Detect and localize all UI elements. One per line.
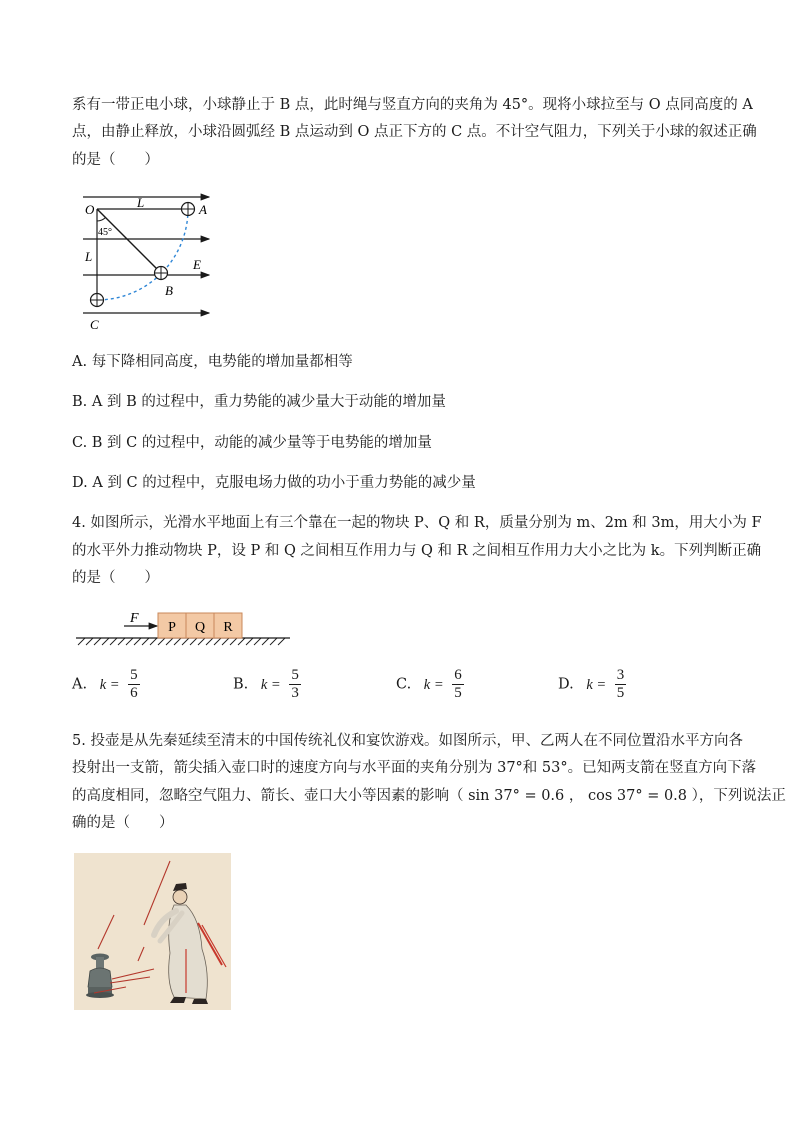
q5-stem-line-1: 5. 投壶是从先秦延续至清末的中国传统礼仪和宴饮游戏。如图所示，甲、乙两人在不同位置沿水平方向各: [72, 733, 743, 749]
block-Q-label: Q: [194, 620, 206, 635]
q3-option-a: A. 每下降相同高度，电势能的增加量都相等: [72, 354, 353, 370]
label-O: O: [85, 202, 95, 217]
q3-stem-line-3: 的是（ ）: [72, 152, 159, 168]
label-E: E: [193, 257, 201, 272]
q3-electric-field-figure: [75, 187, 220, 335]
q3-stem-line-2: 点，由静止释放，小球沿圆弧经 B 点运动到 O 点正下方的 C 点。不计空气阻力，下列关于小球的叙述正确: [72, 124, 757, 140]
touhu-painting: [74, 853, 231, 1010]
q4-option-a: A. k = $\frac{5}{6}$: [72, 667, 138, 701]
q3-option-b: B. A 到 B 的过程中，重力势能的减少量大于动能的增加量: [72, 394, 446, 410]
q5-stem-line-2: 投射出一支箭，箭尖插入壶口时的速度方向与水平面的夹角分别为 37°和 53°。已知两支箭在竖直方向下落: [72, 760, 757, 776]
q4-stem-line-3: 的是（ ）: [72, 570, 159, 586]
q4-option-b: B. k = $\frac{5}{3}$: [233, 667, 299, 701]
q4-stem-line-1: 4. 如图所示，光滑水平地面上有三个靠在一起的物块 P、Q 和 R，质量分别为 m、2m 和 3m，用大小为 F: [72, 515, 762, 531]
q4-option-d: D. k = $\frac{3}{5}$: [558, 667, 625, 701]
ball-C: [91, 294, 104, 307]
label-L-top: L: [137, 195, 145, 210]
q5-stem-line-3: 的高度相同，忽略空气阻力、箭长、壶口大小等因素的影响（ sin 37° = 0.6 ， cos 37° = 0.8 ），下列说法正: [72, 788, 786, 804]
block-P-label: P: [168, 620, 176, 635]
q4-blocks-figure: [72, 607, 294, 649]
block-R-label: R: [223, 620, 233, 635]
q3-option-d: D. A 到 C 的过程中，克服电场力做的功小于重力势能的减少量: [72, 475, 476, 491]
label-L-left: L: [85, 249, 93, 264]
q3-stem-line-1: 系有一带正电小球，小球静止于 B 点，此时绳与竖直方向的夹角为 45°。现将小球拉至与 O 点同高度的 A: [72, 97, 753, 113]
force-label: F: [130, 611, 139, 626]
ball-A: [182, 203, 195, 216]
q5-stem-line-4: 确的是（ ）: [72, 815, 174, 831]
label-A: A: [199, 202, 207, 217]
q4-option-c: C. k = $\frac{6}{5}$: [396, 667, 462, 701]
q3-option-c: C. B 到 C 的过程中，动能的减少量等于电势能的增加量: [72, 435, 432, 451]
label-C: C: [90, 317, 99, 332]
label-angle: 45°: [98, 227, 112, 238]
ball-B: [155, 267, 168, 280]
q4-stem-line-2: 的水平外力推动物块 P，设 P 和 Q 之间相互作用力与 Q 和 R 之间相互作用力大小之比为 k。下列判断正确: [72, 543, 762, 559]
label-B: B: [165, 283, 173, 298]
